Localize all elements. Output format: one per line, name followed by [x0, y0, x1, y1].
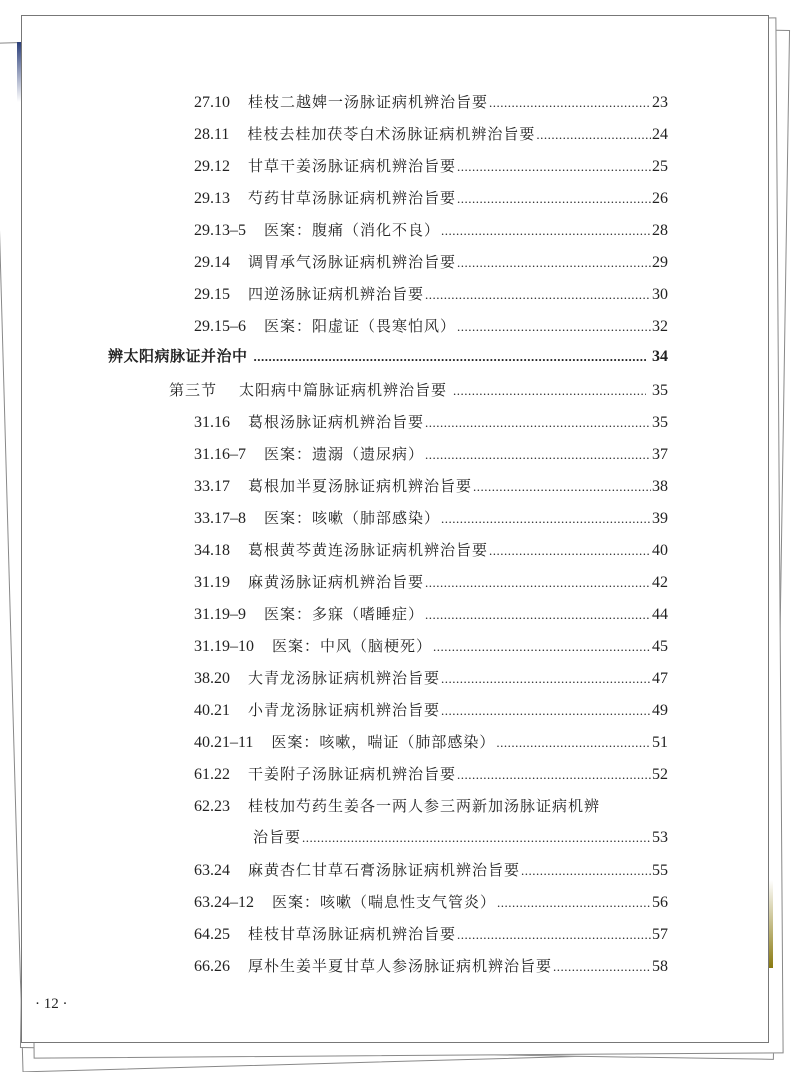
entry-page: 29	[652, 254, 668, 271]
entry-title: 麻黄杏仁甘草石膏汤脉证病机辨治旨要	[248, 861, 521, 879]
leader-dots	[441, 220, 651, 241]
leader-dots	[425, 444, 651, 465]
entry-title-line1: 桂枝加芍药生姜各一两人参三两新加汤脉证病机辨	[248, 797, 601, 815]
toc-entry[interactable]	[194, 508, 668, 528]
toc-entry[interactable]	[194, 636, 668, 656]
toc-entry[interactable]	[194, 604, 668, 624]
entry-page: 52	[652, 766, 668, 783]
toc-entry[interactable]	[194, 796, 668, 816]
entry-title: 医案：阳虚证（畏寒怕风）	[264, 317, 457, 335]
entry-number: 61.22	[194, 766, 230, 783]
entry-page: 58	[652, 958, 668, 975]
leader-dots	[441, 508, 651, 529]
document-page	[21, 15, 769, 1043]
leader-dots	[457, 764, 651, 785]
page-number: · 12 ·	[35, 996, 68, 1012]
toc-entry[interactable]	[194, 540, 668, 560]
entry-page: 47	[652, 670, 668, 687]
entry-page: 45	[652, 638, 668, 655]
leader-dots	[553, 956, 651, 977]
leader-dots	[536, 124, 651, 145]
entry-number: 28.11	[194, 126, 230, 143]
leader-dots	[473, 476, 651, 497]
entry-page: 35	[652, 414, 668, 431]
entry-page: 30	[652, 286, 668, 303]
entry-title: 桂枝去桂加茯苓白术汤脉证病机辨治旨要	[247, 125, 536, 143]
entry-title: 医案：多寐（嗜睡症）	[264, 605, 425, 623]
leader-dots	[425, 572, 651, 593]
entry-number: 29.13	[194, 190, 230, 207]
toc-entry[interactable]	[194, 412, 668, 432]
entry-number: 33.17–8	[194, 510, 246, 527]
entry-number: 29.13–5	[194, 222, 246, 239]
toc-entry[interactable]	[194, 572, 668, 592]
entry-title: 葛根加半夏汤脉证病机辨治旨要	[248, 477, 473, 495]
entry-title-line2: 治旨要	[253, 828, 302, 846]
toc-entry[interactable]	[194, 124, 668, 144]
entry-title: 医案：中风（脑梗死）	[272, 637, 433, 655]
entry-title: 医案：咳嗽（喘息性支气管炎）	[272, 893, 497, 911]
toc-entry[interactable]	[194, 700, 668, 720]
toc-entry[interactable]	[194, 188, 668, 208]
entry-number: 29.15	[194, 286, 230, 303]
entry-page: 56	[652, 894, 668, 911]
toc-entry[interactable]	[194, 732, 668, 752]
section-label: 第三节	[169, 381, 218, 399]
toc-entry[interactable]	[194, 956, 668, 976]
toc-entry[interactable]	[194, 284, 668, 304]
toc-entry-continued[interactable]	[253, 827, 668, 847]
entry-number: 33.17	[194, 478, 230, 495]
entry-page: 57	[652, 926, 668, 943]
entry-page: 55	[652, 862, 668, 879]
entry-number: 29.14	[194, 254, 230, 271]
entry-title: 四逆汤脉证病机辨治旨要	[248, 285, 425, 303]
entry-page: 44	[652, 606, 668, 623]
leader-dots	[521, 860, 651, 881]
entry-number: 40.21	[194, 702, 230, 719]
entry-title: 干姜附子汤脉证病机辨治旨要	[248, 765, 457, 783]
toc-entry[interactable]	[194, 220, 668, 240]
toc-entry[interactable]	[194, 252, 668, 272]
leader-dots	[433, 636, 651, 657]
entry-page: 26	[652, 190, 668, 207]
toc-entry[interactable]	[194, 476, 668, 496]
entry-page: 39	[652, 510, 668, 527]
entry-number: 29.12	[194, 158, 230, 175]
entry-page: 49	[652, 702, 668, 719]
entry-page: 51	[652, 734, 668, 751]
leader-dots	[457, 188, 651, 209]
leader-dots	[489, 540, 651, 561]
toc-entry[interactable]	[194, 860, 668, 880]
entry-number: 63.24	[194, 862, 230, 879]
entry-number: 31.16	[194, 414, 230, 431]
entry-page: 53	[652, 829, 668, 846]
entry-page: 23	[652, 94, 668, 111]
entry-title: 桂枝甘草汤脉证病机辨治旨要	[248, 925, 457, 943]
entry-page: 42	[652, 574, 668, 591]
leader-dots	[497, 892, 651, 913]
entry-title: 调胃承气汤脉证病机辨治旨要	[248, 253, 457, 271]
leader-dots	[425, 604, 651, 625]
leader-dots	[457, 316, 651, 337]
entry-page: 37	[652, 446, 668, 463]
entry-number: 63.24–12	[194, 894, 254, 911]
toc-chapter[interactable]	[108, 346, 668, 366]
leader-dots	[441, 668, 651, 689]
entry-number: 31.19	[194, 574, 230, 591]
entry-number: 66.26	[194, 958, 230, 975]
leader-dots	[425, 412, 651, 433]
entry-page: 40	[652, 542, 668, 559]
leader-dots	[254, 346, 646, 367]
entry-page: 28	[652, 222, 668, 239]
leader-dots	[453, 380, 646, 401]
leader-dots	[425, 284, 651, 305]
entry-title: 桂枝二越婢一汤脉证病机辨治旨要	[248, 93, 489, 111]
leader-dots	[302, 827, 651, 848]
entry-page: 32	[652, 318, 668, 335]
entry-title: 芍药甘草汤脉证病机辨治旨要	[248, 189, 457, 207]
toc-entry[interactable]	[194, 764, 668, 784]
entry-page: 24	[652, 126, 668, 143]
chapter-page: 34	[652, 348, 668, 365]
toc-entry[interactable]	[194, 156, 668, 176]
leader-dots	[457, 156, 651, 177]
entry-title: 甘草干姜汤脉证病机辨治旨要	[248, 157, 457, 175]
leader-dots	[496, 732, 651, 753]
entry-number: 29.15–6	[194, 318, 246, 335]
toc-entry[interactable]	[194, 668, 668, 688]
entry-title: 葛根黄芩黄连汤脉证病机辨治旨要	[248, 541, 489, 559]
entry-title: 厚朴生姜半夏甘草人参汤脉证病机辨治旨要	[248, 957, 553, 975]
entry-number: 64.25	[194, 926, 230, 943]
entry-number: 34.18	[194, 542, 230, 559]
entry-page: 38	[652, 478, 668, 495]
entry-title: 小青龙汤脉证病机辨治旨要	[248, 701, 441, 719]
toc-section[interactable]	[169, 380, 668, 400]
entry-title: 大青龙汤脉证病机辨治旨要	[248, 669, 441, 687]
entry-number: 27.10	[194, 94, 230, 111]
leader-dots	[489, 92, 651, 113]
entry-number: 31.19–9	[194, 606, 246, 623]
entry-title: 医案：遗溺（遗尿病）	[264, 445, 425, 463]
toc-entry[interactable]	[194, 924, 668, 944]
entry-title: 医案：腹痛（消化不良）	[264, 221, 441, 239]
section-page: 35	[652, 382, 668, 399]
entry-title: 麻黄汤脉证病机辨治旨要	[248, 573, 425, 591]
entry-number: 31.16–7	[194, 446, 246, 463]
entry-title: 医案：咳嗽（肺部感染）	[264, 509, 441, 527]
entry-page: 25	[652, 158, 668, 175]
toc-entry[interactable]	[194, 316, 668, 336]
leader-dots	[457, 924, 651, 945]
section-title: 太阳病中篇脉证病机辨治旨要	[239, 381, 448, 399]
chapter-title: 辨太阳病脉证并治中	[108, 347, 248, 365]
toc-entry[interactable]	[194, 892, 668, 912]
entry-title: 医案：咳嗽，喘证（肺部感染）	[271, 733, 496, 751]
entry-number: 62.23	[194, 798, 230, 815]
toc-entry[interactable]	[194, 92, 668, 112]
leader-dots	[441, 700, 651, 721]
entry-number: 38.20	[194, 670, 230, 687]
leader-dots	[457, 252, 651, 273]
entry-title: 葛根汤脉证病机辨治旨要	[248, 413, 425, 431]
entry-number: 31.19–10	[194, 638, 254, 655]
entry-number: 40.21–11	[194, 734, 254, 751]
toc-entry[interactable]	[194, 444, 668, 464]
